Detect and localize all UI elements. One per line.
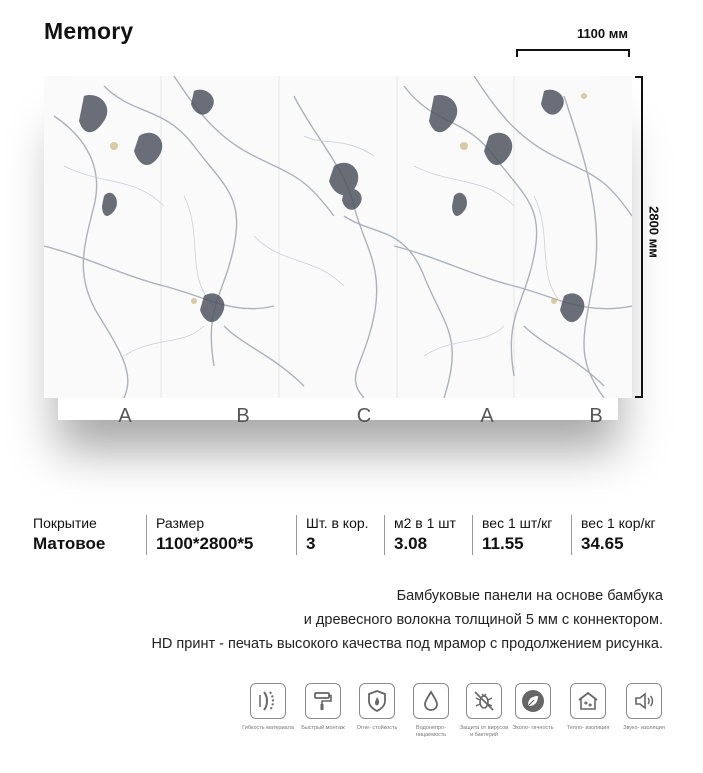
feature-caption: Гибкость материала [242,725,294,731]
width-dimension-line [516,49,630,51]
spec-weight-per-piece [472,515,552,555]
feature-icons [0,683,703,773]
paint-roller-icon [305,683,341,719]
marble-texture [44,76,632,398]
product-title: Memory [44,18,134,44]
spec-label: вес 1 кор/кг [581,515,656,531]
feature-fire-resistance [351,683,403,732]
feature-caption: Огне- стойкость [356,725,398,731]
width-label: 1100 мм [576,26,628,41]
spec-label: Размер [156,515,205,531]
feature-caption: Тепло- изоляция [566,725,610,731]
feature-eco [507,683,559,732]
spec-label: Шт. в кор. [306,515,369,531]
product-description [151,584,663,656]
feature-caption: Быстрый монтаж [301,725,345,731]
description-line: и древесного волокна толщиной 5 мм с коннектором. [303,612,663,628]
spec-label: вес 1 шт/кг [482,515,553,531]
spec-size [146,515,253,555]
spec-value: 34.65 [581,534,624,553]
marble-panel-image [44,76,632,398]
height-label: 2800 мм [646,206,662,258]
feature-thermal-insulation [562,683,614,732]
description-line: HD принт - печать высокого качества под мрамор с продолжением рисунка. [151,636,663,652]
bug-cross-icon [466,683,502,719]
spec-value: 11.55 [482,534,524,553]
speaker-icon [626,683,662,719]
flexibility-icon [250,683,286,719]
feature-caption: Водонепро- ницаемость [415,725,447,738]
feature-flexibility [242,683,294,732]
spec-weight-per-box [571,515,656,555]
feature-caption: Эколо- гичность [512,725,554,731]
width-dimension [516,26,630,51]
feature-caption: Защита от вирусов и бактерий [459,725,509,738]
panel-letters [0,405,703,429]
spec-label: Покрытие [33,515,97,531]
spec-pieces-per-box [296,515,369,555]
height-dimension-line [637,76,643,398]
spec-value: Матовое [33,534,106,553]
spec-value: 3 [306,534,316,553]
panel-letter: B [236,405,250,427]
feature-fast-install [297,683,349,732]
panel-letter: A [118,405,132,427]
feature-antibacterial [458,683,510,739]
water-drop-icon [413,683,449,719]
spec-area-per-piece [384,515,456,555]
panel-letter: C [356,405,372,427]
house-insulation-icon [570,683,606,719]
feature-waterproof [405,683,457,739]
fire-shield-icon [359,683,395,719]
spec-value: 1100*2800*5 [156,534,254,553]
description-line: Бамбуковые панели на основе бамбука [396,588,663,604]
spec-value: 3.08 [394,534,428,553]
panel-letter: A [480,405,494,427]
spec-coating [33,515,105,555]
feature-caption: Звуко- изоляция [623,725,665,731]
spec-label: м2 в 1 шт [394,515,456,531]
feature-sound-insulation [618,683,670,732]
panel-letter: B [589,405,603,427]
eco-leaf-icon [515,683,551,719]
